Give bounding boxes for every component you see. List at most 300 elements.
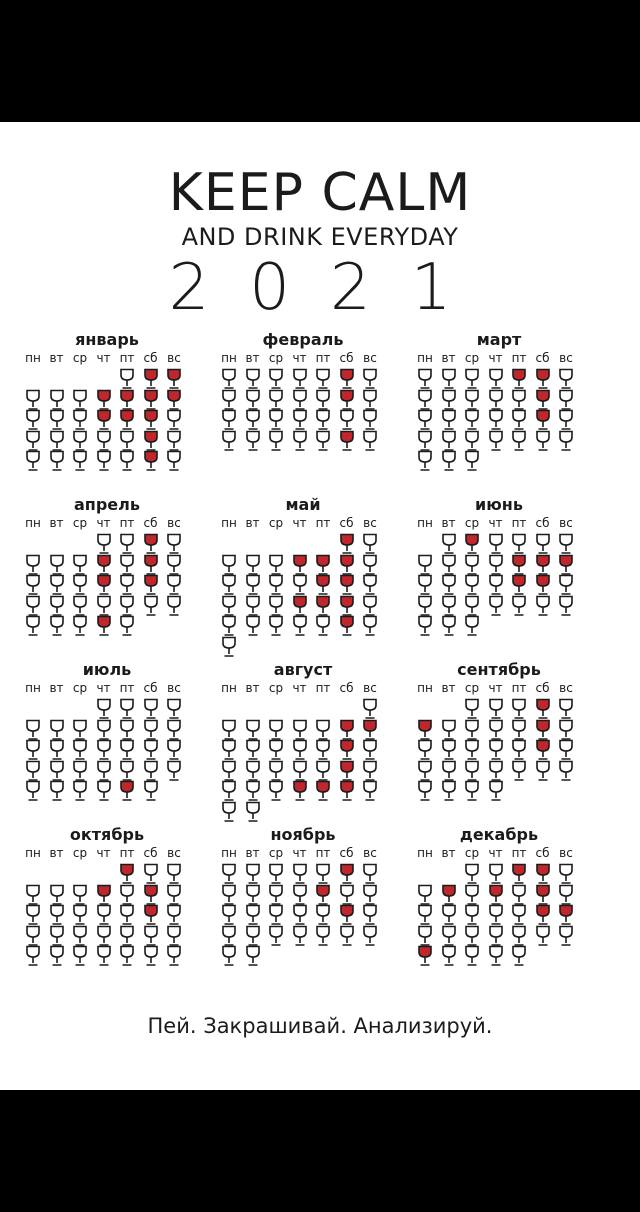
wine-glass-icon[interactable] (535, 760, 551, 782)
wine-glass-icon[interactable] (362, 719, 378, 741)
wine-glass-icon[interactable] (339, 574, 355, 596)
wine-glass-icon[interactable] (511, 368, 527, 390)
wine-glass-icon[interactable] (315, 615, 331, 637)
wine-glass-icon[interactable] (315, 430, 331, 452)
wine-glass-icon[interactable] (245, 389, 261, 411)
wine-glass-icon[interactable] (245, 615, 261, 637)
wine-glass-icon[interactable] (268, 760, 284, 782)
wine-glass-icon[interactable] (96, 430, 112, 452)
wine-glass-icon[interactable] (49, 739, 65, 761)
wine-glass-icon[interactable] (441, 884, 457, 906)
wine-glass-icon[interactable] (292, 780, 308, 802)
wine-glass-icon[interactable] (292, 884, 308, 906)
wine-glass-icon[interactable] (292, 368, 308, 390)
wine-glass-icon[interactable] (166, 450, 182, 472)
wine-glass-icon[interactable] (362, 533, 378, 555)
wine-glass-icon[interactable] (535, 739, 551, 761)
wine-glass-icon[interactable] (535, 698, 551, 720)
wine-glass-icon[interactable] (488, 533, 504, 555)
wine-glass-icon[interactable] (362, 780, 378, 802)
wine-glass-icon[interactable] (362, 595, 378, 617)
wine-glass-icon[interactable] (362, 615, 378, 637)
wine-glass-icon[interactable] (488, 698, 504, 720)
wine-glass-icon[interactable] (558, 554, 574, 576)
wine-glass-icon[interactable] (292, 760, 308, 782)
wine-glass-icon[interactable] (245, 904, 261, 926)
wine-glass-icon[interactable] (96, 698, 112, 720)
wine-glass-icon[interactable] (339, 430, 355, 452)
wine-glass-icon[interactable] (221, 863, 237, 885)
wine-glass-icon[interactable] (488, 574, 504, 596)
wine-glass-icon[interactable] (362, 409, 378, 431)
wine-glass-icon[interactable] (49, 450, 65, 472)
wine-glass-icon[interactable] (558, 409, 574, 431)
wine-glass-icon[interactable] (268, 925, 284, 947)
wine-glass-icon[interactable] (292, 925, 308, 947)
wine-glass-icon[interactable] (221, 884, 237, 906)
wine-glass-icon[interactable] (96, 615, 112, 637)
wine-glass-icon[interactable] (292, 719, 308, 741)
wine-glass-icon[interactable] (464, 615, 480, 637)
wine-glass-icon[interactable] (511, 533, 527, 555)
wine-glass-icon[interactable] (245, 925, 261, 947)
wine-glass-icon[interactable] (245, 554, 261, 576)
wine-glass-icon[interactable] (25, 554, 41, 576)
wine-glass-icon[interactable] (96, 595, 112, 617)
wine-glass-icon[interactable] (511, 719, 527, 741)
wine-glass-icon[interactable] (511, 863, 527, 885)
wine-glass-icon[interactable] (143, 698, 159, 720)
wine-glass-icon[interactable] (72, 739, 88, 761)
wine-glass-icon[interactable] (362, 904, 378, 926)
wine-glass-icon[interactable] (315, 719, 331, 741)
wine-glass-icon[interactable] (511, 884, 527, 906)
wine-glass-icon[interactable] (535, 554, 551, 576)
wine-glass-icon[interactable] (558, 574, 574, 596)
wine-glass-icon[interactable] (166, 760, 182, 782)
wine-glass-icon[interactable] (511, 925, 527, 947)
wine-glass-icon[interactable] (221, 739, 237, 761)
wine-glass-icon[interactable] (511, 554, 527, 576)
wine-glass-icon[interactable] (339, 533, 355, 555)
wine-glass-icon[interactable] (464, 884, 480, 906)
wine-glass-icon[interactable] (119, 389, 135, 411)
wine-glass-icon[interactable] (245, 719, 261, 741)
wine-glass-icon[interactable] (143, 780, 159, 802)
wine-glass-icon[interactable] (464, 389, 480, 411)
wine-glass-icon[interactable] (511, 409, 527, 431)
wine-glass-icon[interactable] (464, 780, 480, 802)
wine-glass-icon[interactable] (488, 739, 504, 761)
wine-glass-icon[interactable] (488, 430, 504, 452)
wine-glass-icon[interactable] (441, 780, 457, 802)
wine-glass-icon[interactable] (488, 554, 504, 576)
wine-glass-icon[interactable] (72, 780, 88, 802)
wine-glass-icon[interactable] (464, 904, 480, 926)
wine-glass-icon[interactable] (166, 389, 182, 411)
wine-glass-icon[interactable] (119, 719, 135, 741)
wine-glass-icon[interactable] (339, 925, 355, 947)
wine-glass-icon[interactable] (49, 884, 65, 906)
wine-glass-icon[interactable] (535, 595, 551, 617)
wine-glass-icon[interactable] (25, 450, 41, 472)
wine-glass-icon[interactable] (417, 368, 433, 390)
wine-glass-icon[interactable] (49, 719, 65, 741)
wine-glass-icon[interactable] (221, 636, 237, 658)
wine-glass-icon[interactable] (558, 430, 574, 452)
wine-glass-icon[interactable] (166, 925, 182, 947)
wine-glass-icon[interactable] (245, 595, 261, 617)
wine-glass-icon[interactable] (49, 780, 65, 802)
wine-glass-icon[interactable] (339, 409, 355, 431)
wine-glass-icon[interactable] (417, 739, 433, 761)
wine-glass-icon[interactable] (72, 925, 88, 947)
wine-glass-icon[interactable] (268, 884, 284, 906)
wine-glass-icon[interactable] (315, 389, 331, 411)
wine-glass-icon[interactable] (166, 430, 182, 452)
wine-glass-icon[interactable] (558, 595, 574, 617)
wine-glass-icon[interactable] (558, 884, 574, 906)
wine-glass-icon[interactable] (166, 739, 182, 761)
wine-glass-icon[interactable] (25, 615, 41, 637)
wine-glass-icon[interactable] (221, 801, 237, 823)
wine-glass-icon[interactable] (25, 430, 41, 452)
wine-glass-icon[interactable] (96, 450, 112, 472)
wine-glass-icon[interactable] (511, 760, 527, 782)
wine-glass-icon[interactable] (96, 925, 112, 947)
wine-glass-icon[interactable] (339, 389, 355, 411)
wine-glass-icon[interactable] (535, 925, 551, 947)
wine-glass-icon[interactable] (119, 780, 135, 802)
wine-glass-icon[interactable] (464, 430, 480, 452)
wine-glass-icon[interactable] (362, 760, 378, 782)
wine-glass-icon[interactable] (25, 904, 41, 926)
wine-glass-icon[interactable] (143, 554, 159, 576)
wine-glass-icon[interactable] (488, 863, 504, 885)
wine-glass-icon[interactable] (535, 389, 551, 411)
wine-glass-icon[interactable] (119, 615, 135, 637)
wine-glass-icon[interactable] (558, 719, 574, 741)
wine-glass-icon[interactable] (339, 719, 355, 741)
wine-glass-icon[interactable] (558, 739, 574, 761)
wine-glass-icon[interactable] (166, 409, 182, 431)
wine-glass-icon[interactable] (49, 904, 65, 926)
wine-glass-icon[interactable] (292, 739, 308, 761)
wine-glass-icon[interactable] (245, 574, 261, 596)
wine-glass-icon[interactable] (511, 945, 527, 967)
wine-glass-icon[interactable] (315, 739, 331, 761)
wine-glass-icon[interactable] (464, 554, 480, 576)
wine-glass-icon[interactable] (268, 554, 284, 576)
wine-glass-icon[interactable] (143, 533, 159, 555)
wine-glass-icon[interactable] (25, 409, 41, 431)
wine-glass-icon[interactable] (511, 739, 527, 761)
wine-glass-icon[interactable] (96, 533, 112, 555)
wine-glass-icon[interactable] (417, 904, 433, 926)
wine-glass-icon[interactable] (96, 554, 112, 576)
wine-glass-icon[interactable] (72, 760, 88, 782)
wine-glass-icon[interactable] (166, 554, 182, 576)
wine-glass-icon[interactable] (339, 595, 355, 617)
wine-glass-icon[interactable] (339, 739, 355, 761)
wine-glass-icon[interactable] (25, 739, 41, 761)
wine-glass-icon[interactable] (441, 904, 457, 926)
wine-glass-icon[interactable] (511, 574, 527, 596)
wine-glass-icon[interactable] (558, 760, 574, 782)
wine-glass-icon[interactable] (441, 409, 457, 431)
wine-glass-icon[interactable] (292, 554, 308, 576)
wine-glass-icon[interactable] (417, 389, 433, 411)
wine-glass-icon[interactable] (49, 945, 65, 967)
wine-glass-icon[interactable] (268, 368, 284, 390)
wine-glass-icon[interactable] (245, 739, 261, 761)
wine-glass-icon[interactable] (245, 760, 261, 782)
wine-glass-icon[interactable] (119, 574, 135, 596)
wine-glass-icon[interactable] (362, 925, 378, 947)
wine-glass-icon[interactable] (417, 450, 433, 472)
wine-glass-icon[interactable] (143, 368, 159, 390)
wine-glass-icon[interactable] (315, 554, 331, 576)
wine-glass-icon[interactable] (535, 863, 551, 885)
wine-glass-icon[interactable] (25, 884, 41, 906)
wine-glass-icon[interactable] (96, 760, 112, 782)
wine-glass-icon[interactable] (72, 409, 88, 431)
wine-glass-icon[interactable] (511, 904, 527, 926)
wine-glass-icon[interactable] (143, 739, 159, 761)
wine-glass-icon[interactable] (143, 884, 159, 906)
wine-glass-icon[interactable] (464, 719, 480, 741)
wine-glass-icon[interactable] (166, 945, 182, 967)
wine-glass-icon[interactable] (119, 595, 135, 617)
wine-glass-icon[interactable] (245, 409, 261, 431)
wine-glass-icon[interactable] (96, 574, 112, 596)
wine-glass-icon[interactable] (362, 698, 378, 720)
wine-glass-icon[interactable] (488, 368, 504, 390)
wine-glass-icon[interactable] (245, 863, 261, 885)
wine-glass-icon[interactable] (221, 719, 237, 741)
wine-glass-icon[interactable] (143, 450, 159, 472)
wine-glass-icon[interactable] (417, 409, 433, 431)
wine-glass-icon[interactable] (315, 884, 331, 906)
wine-glass-icon[interactable] (268, 863, 284, 885)
wine-glass-icon[interactable] (268, 409, 284, 431)
wine-glass-icon[interactable] (96, 719, 112, 741)
wine-glass-icon[interactable] (417, 945, 433, 967)
wine-glass-icon[interactable] (417, 760, 433, 782)
wine-glass-icon[interactable] (362, 368, 378, 390)
wine-glass-icon[interactable] (441, 368, 457, 390)
wine-glass-icon[interactable] (96, 389, 112, 411)
wine-glass-icon[interactable] (292, 615, 308, 637)
wine-glass-icon[interactable] (339, 368, 355, 390)
wine-glass-icon[interactable] (221, 389, 237, 411)
wine-glass-icon[interactable] (49, 430, 65, 452)
wine-glass-icon[interactable] (245, 801, 261, 823)
wine-glass-icon[interactable] (166, 719, 182, 741)
wine-glass-icon[interactable] (49, 760, 65, 782)
wine-glass-icon[interactable] (166, 574, 182, 596)
wine-glass-icon[interactable] (49, 925, 65, 947)
wine-glass-icon[interactable] (464, 450, 480, 472)
wine-glass-icon[interactable] (166, 368, 182, 390)
wine-glass-icon[interactable] (221, 409, 237, 431)
wine-glass-icon[interactable] (535, 884, 551, 906)
wine-glass-icon[interactable] (488, 884, 504, 906)
wine-glass-icon[interactable] (72, 430, 88, 452)
wine-glass-icon[interactable] (119, 554, 135, 576)
wine-glass-icon[interactable] (362, 884, 378, 906)
wine-glass-icon[interactable] (464, 595, 480, 617)
wine-glass-icon[interactable] (558, 533, 574, 555)
wine-glass-icon[interactable] (315, 760, 331, 782)
wine-glass-icon[interactable] (558, 368, 574, 390)
wine-glass-icon[interactable] (72, 595, 88, 617)
wine-glass-icon[interactable] (49, 615, 65, 637)
wine-glass-icon[interactable] (119, 430, 135, 452)
wine-glass-icon[interactable] (464, 739, 480, 761)
wine-glass-icon[interactable] (292, 904, 308, 926)
wine-glass-icon[interactable] (488, 780, 504, 802)
wine-glass-icon[interactable] (315, 409, 331, 431)
wine-glass-icon[interactable] (143, 760, 159, 782)
wine-glass-icon[interactable] (339, 554, 355, 576)
wine-glass-icon[interactable] (25, 389, 41, 411)
wine-glass-icon[interactable] (119, 925, 135, 947)
wine-glass-icon[interactable] (96, 409, 112, 431)
wine-glass-icon[interactable] (464, 533, 480, 555)
wine-glass-icon[interactable] (268, 719, 284, 741)
wine-glass-icon[interactable] (166, 595, 182, 617)
wine-glass-icon[interactable] (339, 904, 355, 926)
wine-glass-icon[interactable] (119, 533, 135, 555)
wine-glass-icon[interactable] (441, 615, 457, 637)
wine-glass-icon[interactable] (268, 904, 284, 926)
wine-glass-icon[interactable] (315, 368, 331, 390)
wine-glass-icon[interactable] (143, 904, 159, 926)
wine-glass-icon[interactable] (417, 554, 433, 576)
wine-glass-icon[interactable] (535, 409, 551, 431)
wine-glass-icon[interactable] (72, 450, 88, 472)
wine-glass-icon[interactable] (464, 698, 480, 720)
wine-glass-icon[interactable] (292, 595, 308, 617)
wine-glass-icon[interactable] (441, 389, 457, 411)
wine-glass-icon[interactable] (25, 760, 41, 782)
wine-glass-icon[interactable] (417, 615, 433, 637)
wine-glass-icon[interactable] (49, 554, 65, 576)
wine-glass-icon[interactable] (417, 595, 433, 617)
wine-glass-icon[interactable] (119, 739, 135, 761)
wine-glass-icon[interactable] (49, 574, 65, 596)
wine-glass-icon[interactable] (268, 574, 284, 596)
wine-glass-icon[interactable] (441, 739, 457, 761)
wine-glass-icon[interactable] (268, 780, 284, 802)
wine-glass-icon[interactable] (417, 884, 433, 906)
wine-glass-icon[interactable] (535, 533, 551, 555)
wine-glass-icon[interactable] (143, 863, 159, 885)
wine-glass-icon[interactable] (535, 574, 551, 596)
wine-glass-icon[interactable] (558, 389, 574, 411)
wine-glass-icon[interactable] (292, 430, 308, 452)
wine-glass-icon[interactable] (245, 945, 261, 967)
wine-glass-icon[interactable] (535, 719, 551, 741)
wine-glass-icon[interactable] (245, 430, 261, 452)
wine-glass-icon[interactable] (417, 574, 433, 596)
wine-glass-icon[interactable] (441, 945, 457, 967)
wine-glass-icon[interactable] (25, 780, 41, 802)
wine-glass-icon[interactable] (488, 595, 504, 617)
wine-glass-icon[interactable] (292, 389, 308, 411)
wine-glass-icon[interactable] (221, 760, 237, 782)
wine-glass-icon[interactable] (245, 368, 261, 390)
wine-glass-icon[interactable] (119, 409, 135, 431)
wine-glass-icon[interactable] (488, 945, 504, 967)
wine-glass-icon[interactable] (119, 945, 135, 967)
wine-glass-icon[interactable] (166, 533, 182, 555)
wine-glass-icon[interactable] (488, 389, 504, 411)
wine-glass-icon[interactable] (292, 409, 308, 431)
wine-glass-icon[interactable] (25, 945, 41, 967)
wine-glass-icon[interactable] (441, 450, 457, 472)
wine-glass-icon[interactable] (143, 945, 159, 967)
wine-glass-icon[interactable] (315, 595, 331, 617)
wine-glass-icon[interactable] (558, 925, 574, 947)
wine-glass-icon[interactable] (339, 615, 355, 637)
wine-glass-icon[interactable] (488, 760, 504, 782)
wine-glass-icon[interactable] (417, 430, 433, 452)
wine-glass-icon[interactable] (119, 760, 135, 782)
wine-glass-icon[interactable] (221, 595, 237, 617)
wine-glass-icon[interactable] (49, 409, 65, 431)
wine-glass-icon[interactable] (441, 595, 457, 617)
wine-glass-icon[interactable] (339, 863, 355, 885)
wine-glass-icon[interactable] (441, 719, 457, 741)
wine-glass-icon[interactable] (221, 554, 237, 576)
wine-glass-icon[interactable] (96, 945, 112, 967)
wine-glass-icon[interactable] (464, 760, 480, 782)
wine-glass-icon[interactable] (119, 450, 135, 472)
wine-glass-icon[interactable] (535, 430, 551, 452)
wine-glass-icon[interactable] (221, 368, 237, 390)
wine-glass-icon[interactable] (143, 925, 159, 947)
wine-glass-icon[interactable] (441, 554, 457, 576)
wine-glass-icon[interactable] (221, 780, 237, 802)
wine-glass-icon[interactable] (119, 368, 135, 390)
wine-glass-icon[interactable] (96, 739, 112, 761)
wine-glass-icon[interactable] (245, 780, 261, 802)
wine-glass-icon[interactable] (49, 389, 65, 411)
wine-glass-icon[interactable] (221, 574, 237, 596)
wine-glass-icon[interactable] (441, 533, 457, 555)
wine-glass-icon[interactable] (292, 574, 308, 596)
wine-glass-icon[interactable] (166, 863, 182, 885)
wine-glass-icon[interactable] (417, 719, 433, 741)
wine-glass-icon[interactable] (245, 884, 261, 906)
wine-glass-icon[interactable] (166, 698, 182, 720)
wine-glass-icon[interactable] (49, 595, 65, 617)
wine-glass-icon[interactable] (25, 925, 41, 947)
wine-glass-icon[interactable] (143, 430, 159, 452)
wine-glass-icon[interactable] (362, 389, 378, 411)
wine-glass-icon[interactable] (25, 574, 41, 596)
wine-glass-icon[interactable] (96, 904, 112, 926)
wine-glass-icon[interactable] (362, 863, 378, 885)
wine-glass-icon[interactable] (362, 554, 378, 576)
wine-glass-icon[interactable] (143, 719, 159, 741)
wine-glass-icon[interactable] (119, 863, 135, 885)
wine-glass-icon[interactable] (143, 574, 159, 596)
wine-glass-icon[interactable] (292, 863, 308, 885)
wine-glass-icon[interactable] (221, 615, 237, 637)
